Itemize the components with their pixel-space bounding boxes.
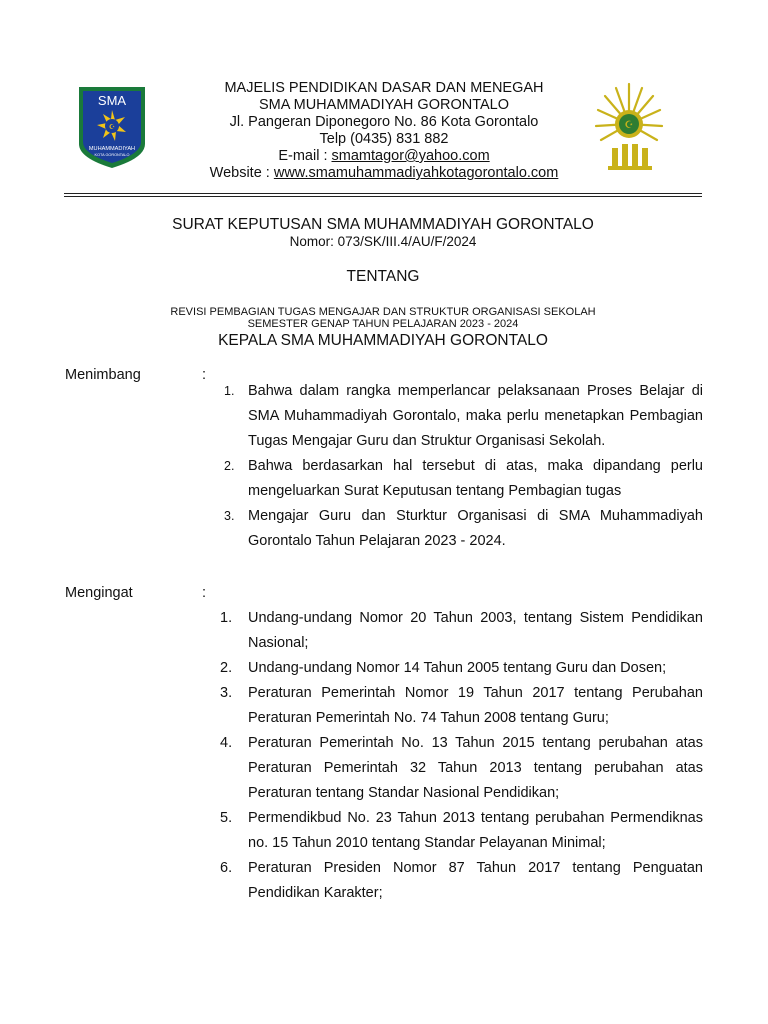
website-label: Website : bbox=[209, 165, 274, 181]
menimbang-label: Menimbang bbox=[65, 367, 141, 383]
list-number: 2. bbox=[224, 459, 235, 473]
list-number: 1. bbox=[220, 610, 233, 626]
list-text: Bahwa berdasarkan hal tersebut di atas, maka dipandang perlu mengeluarkan Surat Keputusan tentang Pembagian tugas bbox=[248, 458, 703, 499]
list-text: Mengajar Guru dan Sturktur Organisasi di SMA Muhammadiyah Gorontalo Tahun Pelajaran 2023 - 2024. bbox=[248, 508, 703, 549]
school-address: Jl. Pangeran Diponegoro No. 86 Kota Gorontalo bbox=[229, 114, 539, 130]
list-item bbox=[220, 731, 703, 806]
logo-left-sub-text: KOTA GORONTALO bbox=[94, 153, 130, 157]
list-text: Undang-undang Nomor 14 Tahun 2005 tentang Guru dan Dosen; bbox=[248, 660, 667, 676]
website-link[interactable]: www.smamuhammadiyahkotagorontalo.com bbox=[273, 165, 559, 181]
list-item bbox=[220, 681, 703, 731]
list-item bbox=[220, 806, 703, 856]
list-number: 1. bbox=[224, 384, 235, 398]
school-phone: Telp (0435) 831 882 bbox=[319, 131, 449, 147]
svg-text:☪: ☪ bbox=[108, 123, 116, 131]
letterhead-divider-thick bbox=[64, 193, 702, 194]
decree-about-label: TENTANG bbox=[346, 268, 420, 285]
list-text: Peraturan Pemerintah No. 13 Tahun 2015 tentang perubahan atas Peraturan Pemerintah 32 Tahun 2013 tentang perubahan atas Peraturan tentang Standar Nasional Pendidikan; bbox=[248, 735, 703, 801]
list-number: 6. bbox=[220, 860, 233, 876]
list-number: 4. bbox=[220, 735, 233, 751]
letterhead-divider-thin bbox=[64, 196, 702, 197]
mengingat-colon: : bbox=[202, 585, 207, 601]
list-item bbox=[220, 606, 703, 656]
list-number: 3. bbox=[220, 685, 233, 701]
list-item bbox=[220, 504, 703, 554]
mengingat-list bbox=[220, 606, 703, 906]
list-text: Peraturan Pemerintah Nomor 19 Tahun 2017 tentang Perubahan Peraturan Pemerintah No. 74 Tahun 2008 tentang Guru; bbox=[248, 685, 703, 726]
list-item bbox=[220, 379, 703, 454]
list-text: Permendikbud No. 23 Tahun 2013 tentang perubahan Permendiknas no. 15 Tahun 2010 tentang Standar Pelayanan Minimal; bbox=[248, 810, 703, 851]
decree-heading: SURAT KEPUTUSAN SMA MUHAMMADIYAH GORONTALO bbox=[172, 216, 594, 233]
decree-number: Nomor: 073/SK/III.4/AU/F/2024 bbox=[289, 234, 477, 249]
list-item bbox=[220, 454, 703, 504]
menimbang-colon: : bbox=[202, 367, 207, 383]
mengingat-label: Mengingat bbox=[65, 585, 133, 601]
school-website-line bbox=[170, 165, 598, 182]
email-link[interactable]: smamtagor@yahoo.com bbox=[331, 148, 490, 164]
list-item bbox=[220, 856, 703, 906]
school-name: SMA MUHAMMADIYAH GORONTALO bbox=[258, 97, 509, 113]
muhammadiyah-emblem bbox=[594, 80, 664, 172]
letterhead bbox=[170, 80, 598, 182]
school-email-line bbox=[170, 148, 598, 165]
decree-subject-line2: SEMESTER GENAP TAHUN PELAJARAN 2023 - 2024 bbox=[247, 318, 519, 330]
logo-left-bottom-text: MUHAMMADIYAH bbox=[88, 146, 136, 152]
list-text: Peraturan Presiden Nomor 87 Tahun 2017 tentang Penguatan Pendidikan Karakter; bbox=[248, 860, 703, 901]
list-text: Undang-undang Nomor 20 Tahun 2003, tentang Sistem Pendidikan Nasional; bbox=[248, 610, 703, 651]
svg-text:☪: ☪ bbox=[624, 120, 634, 131]
list-text: Bahwa dalam rangka memperlancar pelaksanaan Proses Belajar di SMA Muhammadiyah Gorontalo, maka perlu menetapkan Pembagian Tugas Mengajar Guru dan Struktur Organisasi Sekolah. bbox=[248, 383, 703, 449]
list-number: 3. bbox=[224, 509, 235, 523]
logo-left-top-text: SMA bbox=[97, 93, 127, 108]
list-item bbox=[220, 656, 703, 681]
list-number: 5. bbox=[220, 810, 233, 826]
list-number: 2. bbox=[220, 660, 233, 676]
decree-issuer: KEPALA SMA MUHAMMADIYAH GORONTALO bbox=[218, 332, 548, 349]
organization-name: MAJELIS PENDIDIKAN DASAR DAN MENEGAH bbox=[224, 80, 544, 96]
email-label: E-mail : bbox=[278, 148, 332, 164]
school-logo bbox=[76, 84, 148, 170]
menimbang-list bbox=[220, 379, 703, 554]
decree-subject-line1: REVISI PEMBAGIAN TUGAS MENGAJAR DAN STRUKTUR ORGANISASI SEKOLAH bbox=[170, 306, 596, 318]
